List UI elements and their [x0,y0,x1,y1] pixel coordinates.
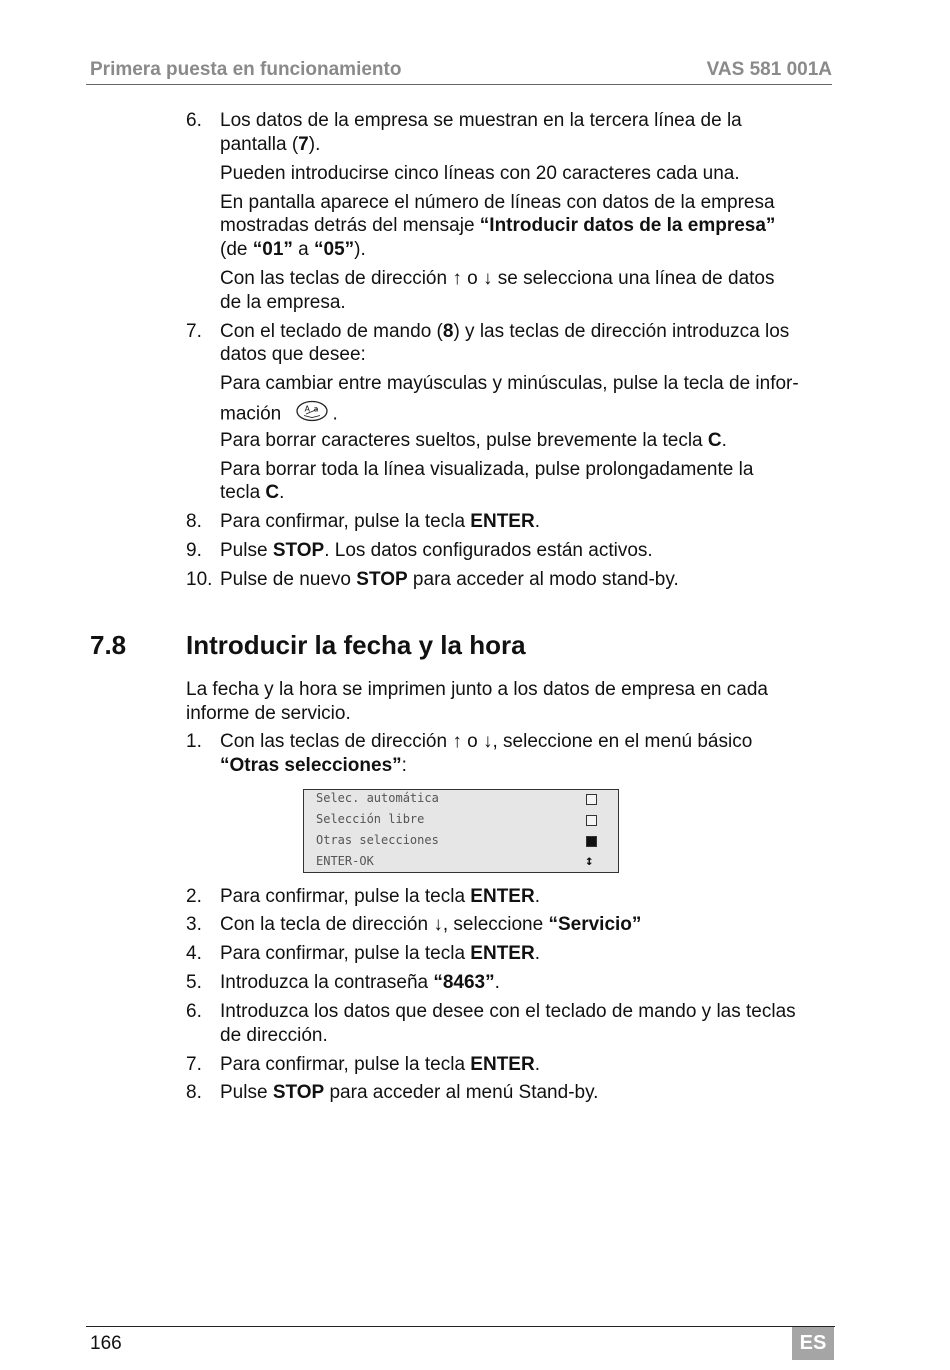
arrow-down-icon: ↓ [482,268,493,289]
empty-checkbox-icon [586,794,597,805]
section-intro: La fecha y la hora se imprimen junto a los datos de empresa en cada [186,679,768,700]
section-number: 7.8 [90,630,127,660]
step-text: Con la tecla de dirección ↓, seleccione “Servicio” [220,914,642,935]
step-number: 5. [186,972,202,993]
step-text: Pulse STOP para acceder al menú Stand-by. [220,1082,599,1103]
step-paragraph: mación A a . [220,400,338,429]
step-text: Los datos de la empresa se muestran en la tercera línea de la [220,110,742,131]
arrow-down-icon: ↓ [482,731,493,752]
svg-text:a: a [313,404,318,414]
step-text: Para confirmar, pulse la tecla ENTER. [220,943,540,964]
arrow-down-icon: ↓ [433,914,443,935]
footer-divider [86,1326,835,1327]
step-paragraph: En pantalla aparece el número de líneas con datos de la empresa [220,192,775,213]
display-line: Selección libre [316,812,425,826]
step-number: 2. [186,886,202,907]
step-text: “Otras selecciones”: [220,755,407,776]
step-text: Para confirmar, pulse la tecla ENTER. [220,1054,540,1075]
step-number: 7. [186,1054,202,1075]
step-number: 1. [186,731,202,752]
filled-checkbox-icon [586,836,597,847]
section-intro: informe de servicio. [186,703,351,724]
step-text: Con las teclas de dirección ↑ o ↓, seleccione en el menú básico [220,731,753,752]
section-title: Introducir la fecha y la hora [186,630,526,660]
step-paragraph: Con las teclas de dirección ↑ o ↓ se selecciona una línea de datos [220,268,775,289]
language-badge: ES [792,1327,834,1360]
step-text: Pulse STOP. Los datos configurados están activos. [220,540,653,561]
step-number: 8. [186,511,202,532]
step-paragraph: Para cambiar entre mayúsculas y minúsculas, pulse la tecla de infor- [220,373,799,394]
step-paragraph: de la empresa. [220,292,346,313]
step-text: Introduzca los datos que desee con el teclado de mando y las teclas [220,1001,796,1022]
step-paragraph: Para borrar toda la línea visualizada, pulse prolongadamente la [220,459,754,480]
page-number: 166 [90,1333,122,1354]
step-text: Para confirmar, pulse la tecla ENTER. [220,886,540,907]
step-number: 9. [186,540,202,561]
step-text: pantalla (7). [220,134,321,155]
arrow-up-icon: ↑ [452,731,462,752]
empty-checkbox-icon [586,815,597,826]
step-text: Introduzca la contraseña “8463”. [220,972,500,993]
step-paragraph: Para borrar caracteres sueltos, pulse brevemente la tecla C. [220,430,727,451]
display-line: Selec. automática [316,791,439,805]
step-number: 4. [186,943,202,964]
step-number: 8. [186,1082,202,1103]
header-divider [86,84,832,85]
step-paragraph: (de “01” a “05”). [220,239,366,260]
display-line: Otras selecciones [316,833,439,847]
step-number: 3. [186,914,202,935]
running-header-section: Primera puesta en funcionamiento [90,59,402,80]
step-text: Con el teclado de mando (8) y las teclas de dirección introduzca los [220,321,790,342]
step-paragraph: tecla C. [220,482,285,503]
arrow-up-icon: ↑ [452,268,462,289]
step-number: 10. [186,569,213,590]
step-text: de dirección. [220,1025,328,1046]
step-text: Para confirmar, pulse la tecla ENTER. [220,511,540,532]
info-key-icon [295,400,329,429]
step-text: datos que desee: [220,344,366,365]
step-paragraph: Pueden introducirse cinco líneas con 20 caracteres cada una. [220,163,740,184]
step-number: 6. [186,1001,202,1022]
step-text: Pulse de nuevo STOP para acceder al modo stand-by. [220,569,679,590]
svg-text:A: A [304,404,310,414]
step-paragraph: mostradas detrás del mensaje “Introducir datos de la empresa” [220,215,776,236]
step-number: 7. [186,321,202,342]
step-number: 6. [186,110,202,131]
running-header-product: VAS 581 001A [706,59,832,80]
up-down-arrow-icon: ↕ [585,853,594,869]
display-line: ENTER-OK [316,854,374,868]
device-display [303,789,619,873]
